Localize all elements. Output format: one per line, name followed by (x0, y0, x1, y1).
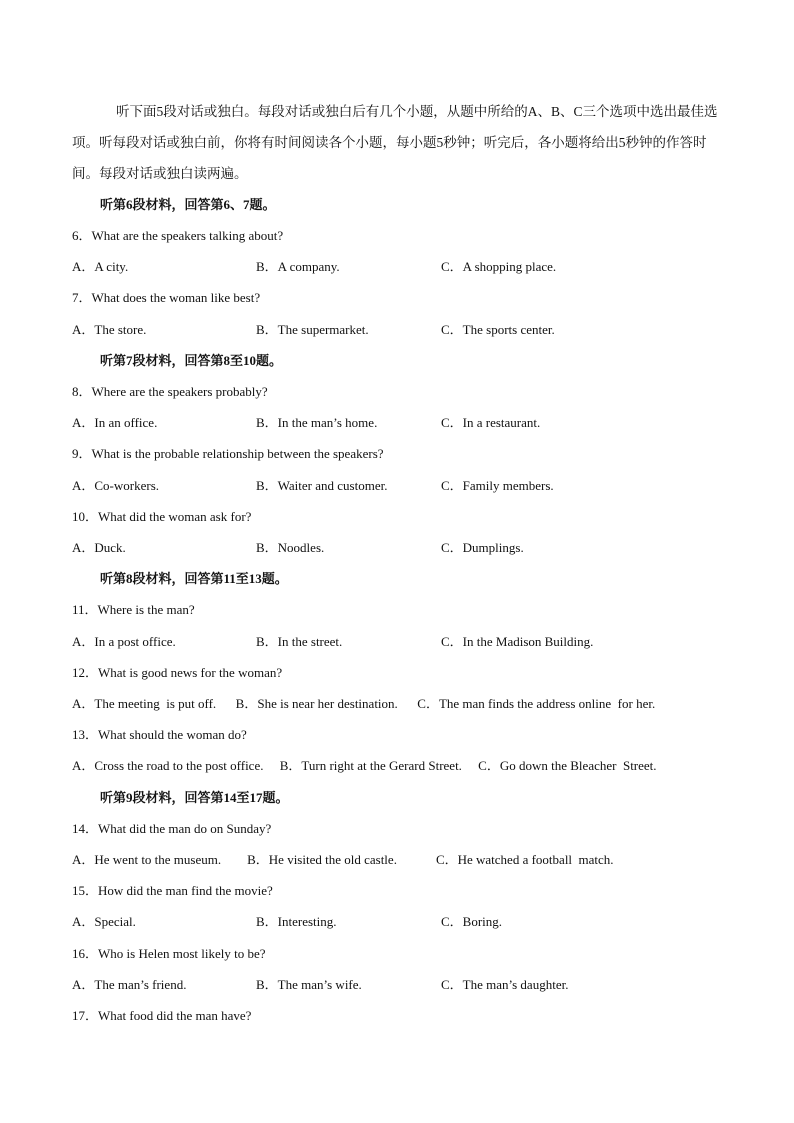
option-a: A．The store. (72, 322, 147, 337)
question-17-stem: 17．What food did the man have? (72, 1008, 252, 1023)
question-16-stem: 16．Who is Helen most likely to be? (72, 946, 266, 961)
option-a: A．Special. (72, 914, 136, 929)
option-c: C．The sports center. (441, 322, 555, 337)
option-a: A．In a post office. (72, 634, 176, 649)
section-heading-9: 听第9段材料，回答第14至17题。 (100, 790, 289, 805)
option-c: C．The man’s daughter. (441, 977, 569, 992)
section-heading-8: 听第8段材料，回答第11至13题。 (100, 571, 288, 586)
question-9-stem: 9．What is the probable relationship between the speakers? (72, 446, 384, 461)
question-15-stem: 15．How did the man find the movie? (72, 883, 273, 898)
section-heading-6: 听第6段材料，回答第6、7题。 (100, 197, 276, 212)
option-c: C．Boring. (441, 914, 503, 929)
question-8-stem: 8．Where are the speakers probably? (72, 384, 268, 399)
question-9-options (72, 476, 732, 496)
question-16-options (72, 975, 732, 995)
option-b: B．The man’s wife. (256, 977, 362, 992)
option-a: A．In an office. (72, 415, 158, 430)
question-15-options (72, 912, 732, 932)
question-11-options (72, 632, 732, 652)
option-c: C．A shopping place. (441, 259, 557, 274)
question-13-options: A．Cross the road to the post office. B．Turn right at the Gerard Street. C．Go down the Bleacher Street. (72, 758, 657, 773)
option-c: C．In the Madison Building. (441, 634, 594, 649)
option-b: B．Noodles. (256, 540, 325, 555)
question-6-stem: 6．What are the speakers talking about? (72, 228, 284, 243)
option-a: A．The man’s friend. (72, 977, 187, 992)
question-14-stem: 14．What did the man do on Sunday? (72, 821, 272, 836)
question-7-options (72, 320, 732, 340)
option-a: A．Duck. (72, 540, 126, 555)
question-7-stem: 7．What does the woman like best? (72, 290, 261, 305)
question-6-options (72, 257, 732, 277)
instructions: 听下面5段对话或独白。每段对话或独白后有几个小题，从题中所给的A、B、C三个选项中选出最佳选项。听每段对话或独白前，你将有时间阅读各个小题，每小题5秒钟；听完后，各小题将给出5秒钟的作答时间。每段对话或独白读两遍。 (72, 104, 718, 181)
option-b: B．A company. (256, 259, 340, 274)
question-10-stem: 10．What did the woman ask for? (72, 509, 252, 524)
question-10-options (72, 538, 732, 558)
section-heading-7: 听第7段材料，回答第8至10题。 (100, 353, 283, 368)
question-12-stem: 12．What is good news for the woman? (72, 665, 283, 680)
option-a: A．A city. (72, 259, 129, 274)
option-c: C．In a restaurant. (441, 415, 541, 430)
option-b: B．In the man’s home. (256, 415, 378, 430)
option-b: B．The supermarket. (256, 322, 369, 337)
option-c: C．Dumplings. (441, 540, 524, 555)
question-12-options: A．The meeting is put off. B．She is near her destination. C．The man finds the address online for her. (72, 696, 656, 711)
option-b: B．In the street. (256, 634, 343, 649)
option-c: C．Family members. (441, 478, 554, 493)
question-8-options (72, 413, 732, 433)
option-b: B．Waiter and customer. (256, 478, 388, 493)
question-13-stem: 13．What should the woman do? (72, 727, 247, 742)
question-14-options: A．He went to the museum. B．He visited the old castle. C．He watched a football match. (72, 852, 614, 867)
option-b: B．Interesting. (256, 914, 337, 929)
question-11-stem: 11．Where is the man? (72, 602, 195, 617)
option-a: A．Co-workers. (72, 478, 160, 493)
